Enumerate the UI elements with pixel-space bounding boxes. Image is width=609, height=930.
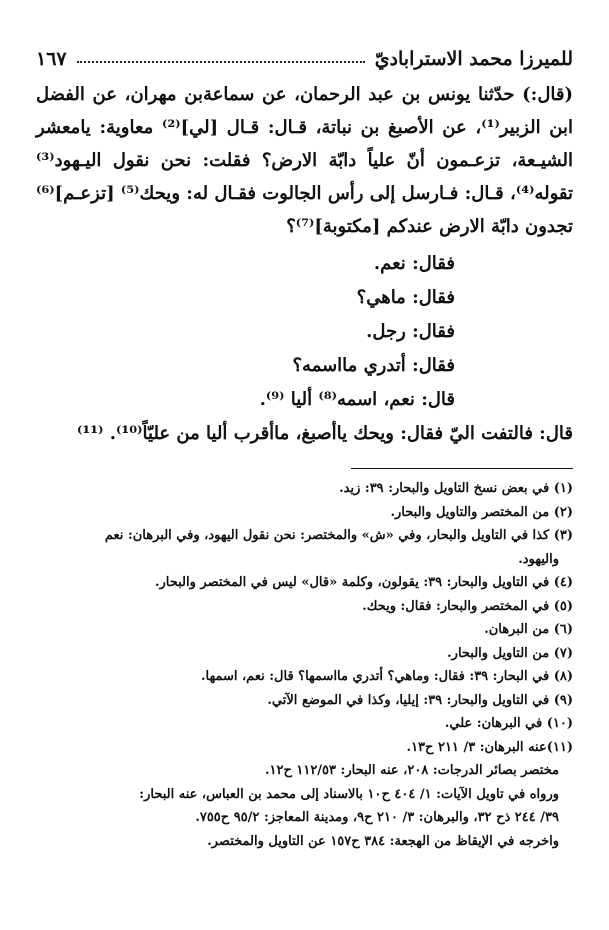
- footnote-continuation: ورواه في تاويل الآيات: ١/ ٤٠٤ ح١٠ بالاسناد إلى محمد بن العباس، عنه البحار:: [139, 786, 559, 802]
- dialog-line: فقال: أتدري مااسمه؟: [292, 355, 455, 376]
- dialog-line: فقال: ماهي؟: [356, 287, 455, 308]
- page-number: ١٦٧: [36, 48, 67, 70]
- page-header: [36, 30, 573, 70]
- footnote-continuation: مختصر بصائر الدرجات: ٢٠٨، عنه البحار: ١١٢/٥٣ ح١٢.: [264, 763, 559, 778]
- dialog-line: قال: نعم، اسمه⁽⁸⁾ أليا ⁽⁹⁾.: [259, 389, 455, 410]
- footnote: (٧) من التاويل والبحار.: [447, 645, 573, 661]
- footnotes: [36, 477, 573, 853]
- footnote: (٣) كذا في التاويل والبحار، وفي «ش» والمختصر: نحن نقول اليهود، وفي البرهان: نعم: [104, 528, 573, 543]
- footnote-continuation: ٣٩/ ٢٤٤ ذح ٣٢، والبرهان: ٣/ ٢١٠ ح٩، ومدينة المعاجز: ٩٥/٢ ح٧٥٥.: [195, 810, 559, 825]
- dialog-lines: [36, 247, 573, 451]
- footnote: (٥) في المختصر والبحار: فقال: ويحك.: [362, 598, 573, 614]
- main-text: [36, 78, 573, 451]
- footnote: (١١)عنه البرهان: ٣/ ٢١١ ح١٣.: [406, 739, 573, 755]
- dialog-line: قال: فالتفت اليّ فقال: ويحك ياأصبغ، ماأقرب أليا من عليّاً⁽¹⁰⁾. ⁽¹¹⁾: [76, 423, 573, 444]
- hadith-paragraph: (قال:) حدّثنا يونس بن عبد الرحمان، عن سماعةبن مهران، عن الفضل ابن الزبير⁽¹⁾، عن الأصبغ بن نباتة، قـال: قـال [لي]⁽²⁾ معاوية: يامعشر الشيـعة، تزعـمون أنّ علياً دابّة الارض؟ فقلت: نحن نقول اليـهود⁽³⁾ تقوله⁽⁴⁾، قـال: فـارسل إلى رأس الجالوت فقـال له: ويحك⁽⁵⁾ [تزعـم]⁽⁶⁾ تجدون دابّة الارض عندكم [مكتوبة]⁽⁷⁾؟: [36, 84, 573, 237]
- footnote: (١) في بعض نسخ التاويل والبحار: ٣٩: زيد.: [339, 481, 573, 496]
- footnote: (٢) من المختصر والتاويل والبحار.: [390, 504, 573, 520]
- footnote: (٩) في التاويل والبحار: ٣٩: إيليا، وكذا في الموضع الآتي.: [267, 692, 573, 708]
- footnote-separator: [351, 468, 573, 469]
- header-dotted-rule: [77, 61, 365, 63]
- footnote-continuation: واخرجه في الإيقاظ من الهجعة: ٣٨٤ ح١٥٧ عن التاويل والمختصر.: [207, 833, 559, 849]
- footnote: (٤) في التاويل والبحار: ٣٩: يقولون، وكلمة «قال» ليس في المختصر والبحار.: [154, 575, 573, 590]
- footnote-continuation: واليهود.: [518, 551, 559, 567]
- dialog-line: فقال: نعم.: [373, 253, 455, 274]
- dialog-line: فقال: رجل.: [366, 321, 455, 342]
- running-title: للميرزا محمد الاستراباديّ: [374, 48, 573, 70]
- footnote: (١٠) في البرهان: علي.: [444, 716, 573, 731]
- footnote: (٦) من البرهان.: [484, 622, 573, 637]
- footnote: (٨) في البحار: ٣٩: فقال: وماهي؟ أتدري مااسمها؟ قال: نعم، اسمها.: [200, 669, 573, 684]
